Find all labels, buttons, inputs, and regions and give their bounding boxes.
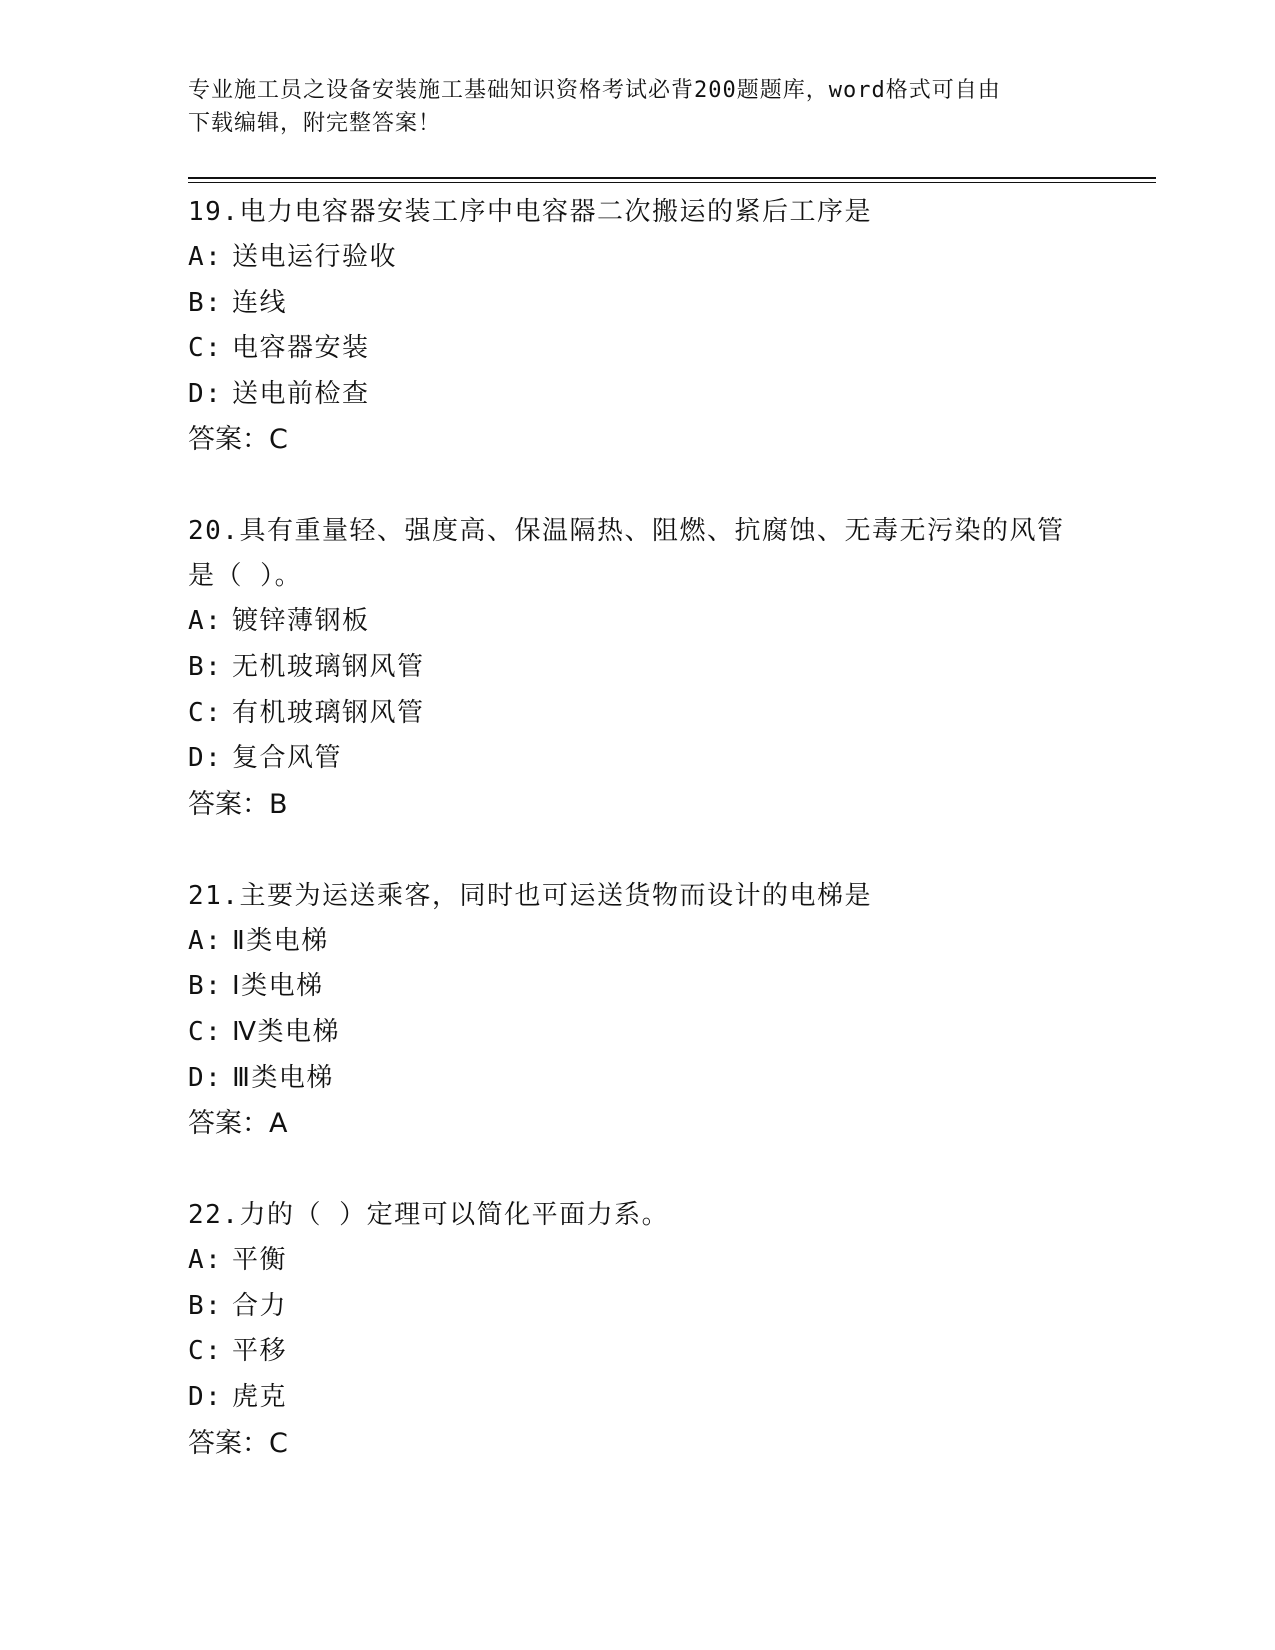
option-text: Ⅳ类电梯 bbox=[232, 1016, 340, 1047]
option-b bbox=[188, 281, 1088, 327]
question-list bbox=[188, 190, 1088, 1513]
option-key: C: bbox=[188, 1336, 223, 1367]
option-text: 复合风管 bbox=[232, 743, 343, 774]
option-key: A: bbox=[188, 925, 223, 956]
question-stem: 22.力的（ ）定理可以简化平面力系。 bbox=[188, 1200, 670, 1231]
header-line-1: 专业施工员之设备安装施工基础知识资格考试必背200题题库，word格式可自由 bbox=[188, 78, 1001, 103]
option-text: 有机玻璃钢风管 bbox=[232, 697, 425, 728]
option-text: 平衡 bbox=[232, 1245, 288, 1276]
option-a bbox=[188, 1238, 1088, 1284]
option-text: 送电运行验收 bbox=[232, 242, 398, 272]
option-key: B: bbox=[188, 651, 223, 682]
option-key: B: bbox=[188, 287, 223, 318]
question-stem: 20.具有重量轻、强度高、保温隔热、阻燃、抗腐蚀、无毒无污染的风管是（ ）。 bbox=[188, 516, 1065, 592]
option-a bbox=[188, 919, 1088, 965]
option-text: 虎克 bbox=[232, 1381, 288, 1412]
option-text: 连线 bbox=[232, 287, 288, 318]
option-c bbox=[188, 691, 1088, 737]
question-20 bbox=[188, 509, 1088, 827]
option-a bbox=[188, 235, 1088, 281]
option-key: D: bbox=[188, 743, 223, 774]
option-key: D: bbox=[188, 378, 223, 409]
option-text: 合力 bbox=[232, 1290, 288, 1321]
option-c bbox=[188, 1329, 1088, 1375]
header-divider-thin bbox=[188, 182, 1156, 183]
option-d bbox=[188, 736, 1088, 782]
option-d bbox=[188, 1375, 1088, 1421]
option-text: 电容器安装 bbox=[232, 333, 370, 364]
header-line-2: 下载编辑，附完整答案！ bbox=[188, 111, 442, 136]
question-stem: 19.电力电容器安装工序中电容器二次搬运的紧后工序是 bbox=[188, 197, 872, 227]
option-c bbox=[188, 326, 1088, 372]
answer-line: 答案：C bbox=[188, 1427, 288, 1459]
question-21 bbox=[188, 874, 1088, 1147]
answer-line: 答案：C bbox=[188, 424, 288, 456]
option-a bbox=[188, 599, 1088, 645]
option-key: A: bbox=[188, 606, 223, 637]
option-key: D: bbox=[188, 1062, 223, 1093]
option-b bbox=[188, 645, 1088, 691]
option-text: 平移 bbox=[232, 1336, 288, 1367]
option-d bbox=[188, 372, 1088, 418]
question-stem: 21.主要为运送乘客，同时也可运送货物而设计的电梯是 bbox=[188, 880, 872, 911]
option-text: Ⅲ类电梯 bbox=[232, 1062, 334, 1093]
option-text: Ⅰ类电梯 bbox=[232, 971, 324, 1002]
option-key: B: bbox=[188, 971, 223, 1002]
option-text: Ⅱ类电梯 bbox=[232, 925, 329, 956]
option-key: B: bbox=[188, 1290, 223, 1321]
option-text: 无机玻璃钢风管 bbox=[232, 651, 425, 682]
option-key: C: bbox=[188, 1016, 223, 1047]
option-key: A: bbox=[188, 1245, 223, 1276]
option-text: 镀锌薄钢板 bbox=[232, 606, 370, 637]
header-divider-thick bbox=[188, 177, 1156, 179]
option-d bbox=[188, 1056, 1088, 1102]
document-header bbox=[188, 74, 1068, 140]
option-key: A: bbox=[188, 242, 223, 272]
answer-line: 答案：A bbox=[188, 1108, 288, 1140]
option-b bbox=[188, 964, 1088, 1010]
question-22 bbox=[188, 1193, 1088, 1466]
question-19 bbox=[188, 190, 1088, 463]
option-text: 送电前检查 bbox=[232, 378, 370, 409]
option-c bbox=[188, 1010, 1088, 1056]
option-key: D: bbox=[188, 1381, 223, 1412]
option-key: C: bbox=[188, 333, 223, 364]
answer-line: 答案：B bbox=[188, 788, 288, 820]
option-key: C: bbox=[188, 697, 223, 728]
option-b bbox=[188, 1284, 1088, 1330]
